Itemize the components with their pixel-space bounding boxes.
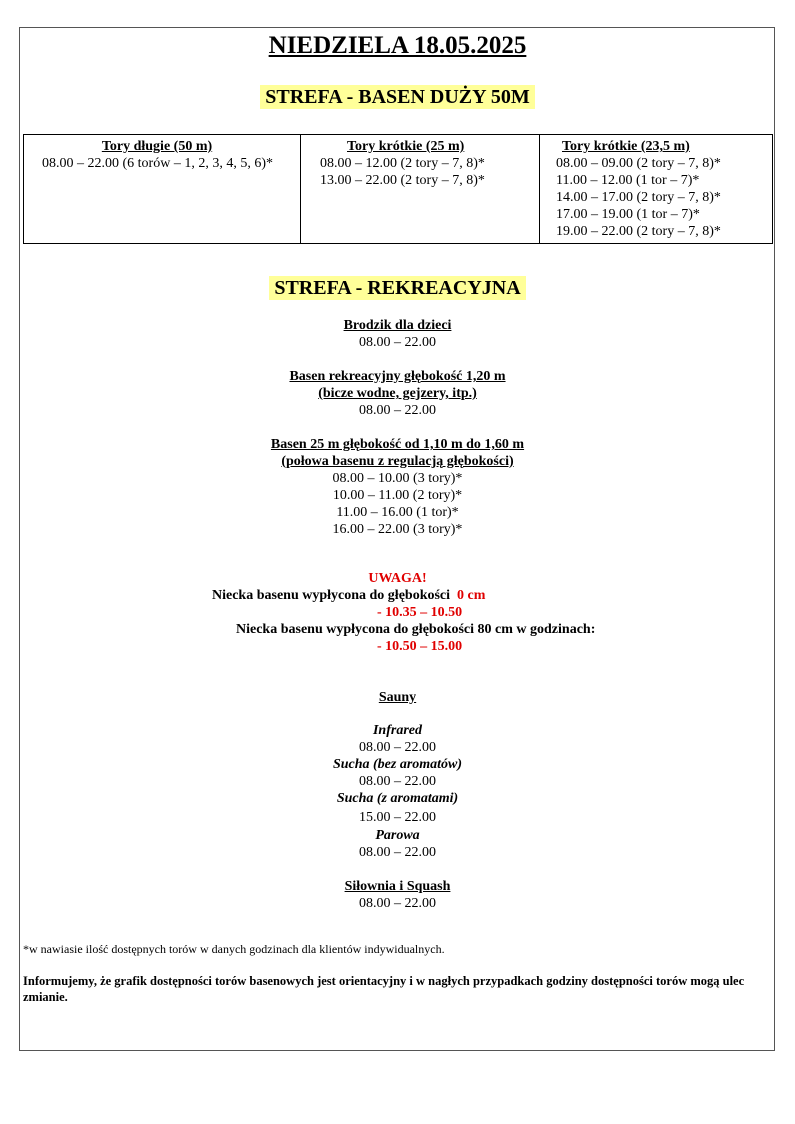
gym-hours: 08.00 – 22.00 [359, 896, 436, 911]
sauna-hours: 15.00 – 22.00 [359, 810, 436, 825]
short-lanes-235-line: 14.00 – 17.00 (2 tory – 7, 8)* [556, 190, 721, 205]
short-lanes-235-line: 17.00 – 19.00 (1 tor – 7)* [556, 207, 700, 222]
gym-heading: Siłownia i Squash [344, 879, 451, 894]
gym-section [0, 878, 795, 912]
pool25-heading: Basen 25 m głębokość od 1,10 m do 1,60 m [270, 437, 525, 452]
sauna-name: Sucha (z aromatami) [336, 791, 459, 806]
sauna-name: Sucha (bez aromatów) [332, 757, 463, 772]
rec-pool-subheading: (bicze wodne, gejzery, itp.) [318, 386, 477, 401]
long-lanes-cell [24, 135, 301, 244]
kids-pool-hours: 08.00 – 22.00 [359, 335, 436, 350]
pool25-line: 16.00 – 22.00 (3 tory)* [332, 522, 463, 537]
pool25-line: 11.00 – 16.00 (1 tor)* [336, 505, 459, 520]
sauna-infrared [0, 722, 795, 756]
short-lanes-235-line: 19.00 – 22.00 (2 tory – 7, 8)* [556, 224, 721, 239]
big-pool-schedule-table [23, 134, 773, 244]
short-lanes-235-heading: Tory krótkie (23,5 m) [562, 139, 690, 154]
pool25-line: 08.00 – 10.00 (3 tory)* [332, 471, 463, 486]
warning-time-1: - 10.35 – 10.50 [377, 605, 463, 620]
warning-line-1-value: 0 cm [457, 588, 486, 603]
big-pool-zone-title: STREFA - BASEN DUŻY 50M [260, 85, 534, 109]
short-lanes-25-cell [301, 135, 540, 244]
saunas-heading: Sauny [378, 690, 417, 705]
warning-label: UWAGA! [368, 571, 427, 586]
long-lanes-heading: Tory długie (50 m) [101, 139, 213, 154]
short-lanes-25-heading: Tory krótkie (25 m) [347, 139, 465, 154]
short-lanes-25-line: 13.00 – 22.00 (2 tory – 7, 8)* [320, 173, 485, 188]
page-title: NIEDZIELA 18.05.2025 [268, 32, 527, 59]
sauna-dry-aroma [0, 790, 795, 826]
big-pool-zone [0, 86, 795, 109]
pool25-subheading: (połowa basenu z regulacją głębokości) [281, 454, 514, 469]
sauna-name: Infrared [372, 723, 422, 738]
rec-pool-heading: Basen rekreacyjny głębokość 1,20 m [289, 369, 506, 384]
warning-line-1 [212, 587, 485, 604]
sauna-hours: 08.00 – 22.00 [359, 845, 436, 860]
short-lanes-235-cell [540, 135, 773, 244]
pool25-section [0, 436, 795, 538]
asterisk-footnote: *w nawiasie ilość dostępnych torów w danych godzinach dla klientów indywidualnych. [23, 942, 445, 956]
short-lanes-235-line: 11.00 – 12.00 (1 tor – 7)* [556, 173, 700, 188]
warning-time-2: - 10.50 – 15.00 [377, 639, 463, 654]
long-lanes-line: 08.00 – 22.00 (6 torów – 1, 2, 3, 4, 5, 6)* [42, 156, 273, 171]
sauna-steam [0, 827, 795, 861]
info-footnote: Informujemy, że grafik dostępności torów basenowych jest orientacyjny i w nagłych przypadkach godziny dostępności torów mogą ulec zmianie. [23, 974, 745, 1004]
rec-pool-hours: 08.00 – 22.00 [359, 403, 436, 418]
warning-line-1-text: Niecka basenu wypłycona do głębokości [212, 588, 451, 603]
recreation-zone-title: STREFA - REKREACYJNA [269, 276, 525, 300]
kids-pool-heading: Brodzik dla dzieci [343, 318, 452, 333]
rec-pool-section [0, 368, 795, 419]
kids-pool-section [0, 317, 795, 351]
sauna-name: Parowa [375, 828, 420, 843]
warning-line-2: Niecka basenu wypłycona do głębokości 80 cm w godzinach: [236, 622, 596, 637]
sauna-hours: 08.00 – 22.00 [359, 740, 436, 755]
sauna-hours: 08.00 – 22.00 [359, 774, 436, 789]
short-lanes-235-line: 08.00 – 09.00 (2 tory – 7, 8)* [556, 156, 721, 171]
recreation-zone [0, 277, 795, 300]
pool25-line: 10.00 – 11.00 (2 tory)* [332, 488, 463, 503]
short-lanes-25-line: 08.00 – 12.00 (2 tory – 7, 8)* [320, 156, 485, 171]
sauna-dry-no-aroma [0, 756, 795, 790]
